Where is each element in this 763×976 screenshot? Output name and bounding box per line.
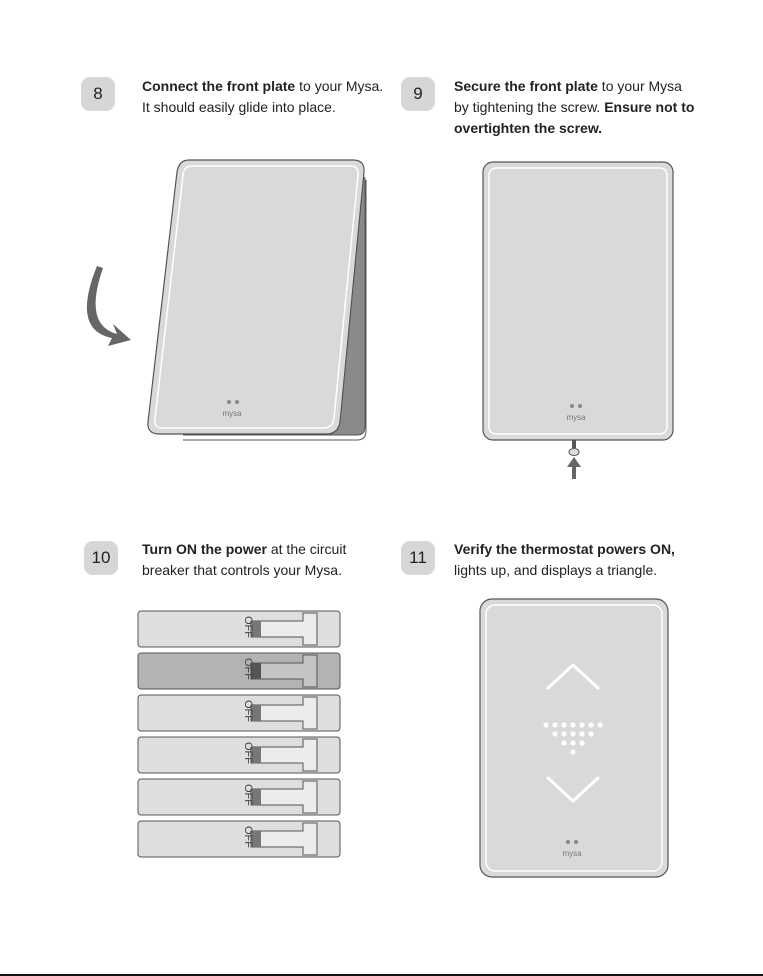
breaker-off-label: OFF [242, 742, 254, 764]
step-9-warning-text: Ensure not to overtighten the screw. [454, 99, 695, 136]
breaker-switch [138, 611, 340, 647]
display-dot [579, 740, 584, 745]
display-dot [579, 731, 584, 736]
device-logo-text: mysa [222, 409, 242, 418]
logo-dot [227, 400, 231, 404]
step-10-text [142, 539, 382, 581]
logo-dot [574, 840, 578, 844]
display-dot [597, 722, 602, 727]
curved-arrow-icon [87, 266, 131, 346]
display-dot [561, 722, 566, 727]
step-11-text [454, 539, 699, 581]
display-dot [543, 722, 548, 727]
arrow-up-icon [567, 457, 581, 479]
breaker-switch [138, 653, 340, 689]
display-dot [552, 722, 557, 727]
device-logo-text: mysa [566, 413, 586, 422]
device-logo-text: mysa [562, 849, 582, 858]
display-dot [552, 731, 557, 736]
display-dot [588, 722, 593, 727]
breaker-switch [138, 821, 340, 857]
step-9-bold-text: Secure the front plate [454, 78, 598, 94]
breaker-off-label: OFF [242, 784, 254, 806]
step-8-illustration [75, 150, 375, 450]
step-11-badge: 11 [401, 541, 435, 575]
display-dot [570, 740, 575, 745]
step-8-text [142, 76, 387, 118]
step-10-bold-text: Turn ON the power [142, 541, 267, 557]
step-9-body-text: to your Mysa by tightening the screw. [454, 78, 682, 115]
logo-dot [235, 400, 239, 404]
breaker-off-label: OFF [242, 826, 254, 848]
breaker-switch [138, 779, 340, 815]
step-11-bold-text: Verify the thermostat powers ON, [454, 541, 675, 557]
step-9-text [454, 76, 699, 139]
breaker-switch [138, 695, 340, 731]
step-9-illustration [470, 150, 690, 485]
step-9-badge: 9 [401, 77, 435, 111]
breaker-off-label: OFF [242, 700, 254, 722]
breaker-off-label: OFF [242, 658, 254, 680]
display-dot [579, 722, 584, 727]
step-11-illustration [475, 595, 675, 885]
breaker-panel-illustration [135, 605, 350, 870]
display-dot [570, 731, 575, 736]
logo-dot [578, 404, 582, 408]
step-10-body-text: at the circuit breaker that controls your Mysa. [142, 541, 347, 578]
front-plate [483, 162, 673, 440]
thermostat-front [480, 599, 668, 877]
display-dot [561, 731, 566, 736]
step-8-bold-text: Connect the front plate [142, 78, 296, 94]
step-10-badge: 10 [84, 541, 118, 575]
display-dot [570, 749, 575, 754]
display-dot [588, 731, 593, 736]
breaker-off-label: OFF [242, 616, 254, 638]
step-11-body-text: lights up, and displays a triangle. [454, 562, 658, 578]
step-8-body-text: to your Mysa. It should easily glide into place. [142, 78, 384, 115]
display-dot [561, 740, 566, 745]
display-dot [570, 722, 575, 727]
breaker-switch [138, 737, 340, 773]
logo-dot [570, 404, 574, 408]
step-8-badge: 8 [81, 77, 115, 111]
logo-dot [566, 840, 570, 844]
screw-icon [569, 440, 579, 456]
